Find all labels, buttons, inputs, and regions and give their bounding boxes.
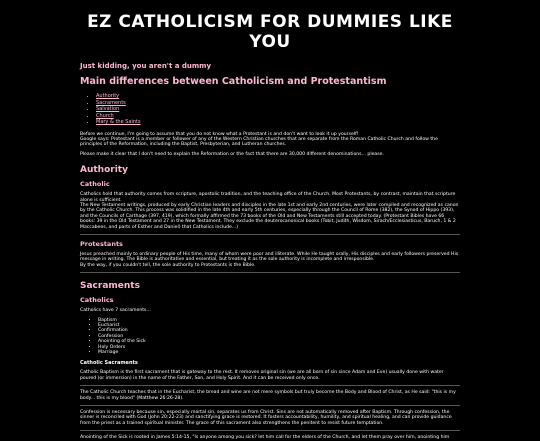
divider	[80, 272, 460, 273]
sacraments-list	[80, 318, 460, 356]
anointing-paragraph: Anointing of the Sick is rooted in James 5:14-15, "Is anyone among you sick? let him call for the elders of the Church, and let them pray over him, anointing him	[80, 435, 450, 441]
page-title: EZ CATHOLICISM FOR DUMMIES LIKE YOU	[87, 12, 453, 52]
authority-catholic-paragraph	[80, 192, 460, 230]
authority-protestant-line-1: Jesus preached mainly to ordinary people of His time, many of whom were poor and illiterate. While He taught orally, His disciples and early followers preserved His message in writing. The Bible is authoritative and essential, but treating it as the sole authority is incomplete and irresponsible.	[80, 251, 459, 263]
toc-item	[96, 119, 460, 126]
baptism-paragraph: Catholic Baptism is the first sacrament that is gateway to the rest. It removes original sin (we are all born of sin since Adam and Eve) usually done with water poured (or immersion) in the name of the Father, Son, and Holy Spirit. And it can be received only once.	[80, 370, 444, 381]
subheading-catholics: Catholics	[80, 296, 114, 305]
main-heading: Main differences between Catholicism and Protestantism	[80, 76, 387, 87]
list-item: • Confession	[98, 334, 460, 339]
divider	[80, 405, 460, 406]
intro-line-1: Before we continue, I'm going to assume that you do not know what a Protestant is and don't want to look it up yourself!	[80, 131, 359, 137]
subheading-protestants: Protestants	[80, 239, 123, 248]
subtitle: Just kidding, you aren't a dummy	[80, 62, 212, 70]
toc-link-church[interactable]: Church	[96, 112, 114, 119]
intro-paragraph	[80, 132, 460, 148]
authority-catholic-line-1: Catholics hold that authority comes from scripture, apostolic tradition, and the teaching office of the Church. Most Protestants, by contrast, maintain that scripture alone is sufficient.	[80, 192, 456, 203]
section-heading-authority: Authority	[80, 165, 128, 176]
intro-note: Please make it clear that I don't need to explain the Reformation or the fact that there are 30,000 different denominations... please.	[80, 151, 384, 157]
toc-link-mary-saints[interactable]: Mary & the Saints	[96, 119, 141, 125]
toc-link-authority[interactable]: Authority	[96, 93, 120, 99]
toc-link-sacraments[interactable]: Sacraments	[96, 99, 126, 106]
list-item: • Anointing of the Sick	[98, 339, 460, 344]
toc-link-salvation[interactable]: Salvation	[96, 106, 120, 112]
list-item: • Holy Orders	[98, 345, 460, 350]
authority-catholic-line-2: The New Testament writings, produced by early Christian leaders and disciples in the late 1st and early 2nd centuries, were later compiled and recognized as canon by the Catholic Church. This process was solidified in the late 4th and early 5th centuries, especially through the Council of Rome (382), the Synod of Hippo (393), and the Councils of Carthage (397, 419), which formally affirmed the 73 books of the Old and New Testaments still accepted today. (Protestant Bibles have 66 books: 39 in the Old Testament and 27 in the New Testament. They exclude the deuterocanonical books (Tobit, Judith, Wisdom, Sirach/Ecclesiasticus, Baruch, 1 & 2 Maccabees, and parts of Esther and Daniel) that Catholics include...)	[80, 202, 459, 230]
list-item: • Marriage	[98, 350, 460, 355]
list-item: • Eucharist	[98, 323, 460, 328]
divider	[80, 385, 460, 386]
list-item: • Baptism	[98, 318, 460, 323]
divider	[80, 234, 460, 235]
subheading-catholic: Catholic	[80, 180, 110, 189]
eucharist-paragraph: The Catholic Church teaches that in the Eucharist, the bread and wine are not mere symbols but truly become the Body and Blood of Christ, as He said: "this is my body... this is my blood" (Matthew 26:26-28).	[80, 390, 456, 401]
confession-paragraph: Confession is necessary because sin, especially mortal sin, separates us from Christ. Sins are not automatically removed after Baptism. Through confession, the sinner is reconciled with God (John 20:22-23) and sanctifying grace is restored. It fosters accountability, humility, and spiritual healing, and can provide guidance from the priest as a trained spiritual minister. The grace of this sacrament also strengthens the penitent to resist future temptation.	[80, 410, 452, 426]
list-item: • Confirmation	[98, 328, 460, 333]
section-heading-sacraments: Sacraments	[80, 281, 140, 292]
divider	[80, 430, 460, 431]
subheading-catholic-sacraments: Catholic Sacraments	[80, 360, 138, 367]
table-of-contents	[80, 93, 460, 126]
authority-protestant-line-2: By the way, if you couldn't tell, the sole authority to Protestants is the Bible.	[80, 262, 256, 268]
authority-protestant-paragraph	[80, 252, 460, 268]
sacraments-intro: Catholics have 7 sacraments...	[80, 308, 151, 314]
intro-line-2: Google says: Protestant is a member or follower of any of the Western Christian churches that are separate from the Roman Catholic Church and follow the principles of the Reformation, including the Baptist, Presbyterian, and Lutheran churches.	[80, 136, 438, 148]
